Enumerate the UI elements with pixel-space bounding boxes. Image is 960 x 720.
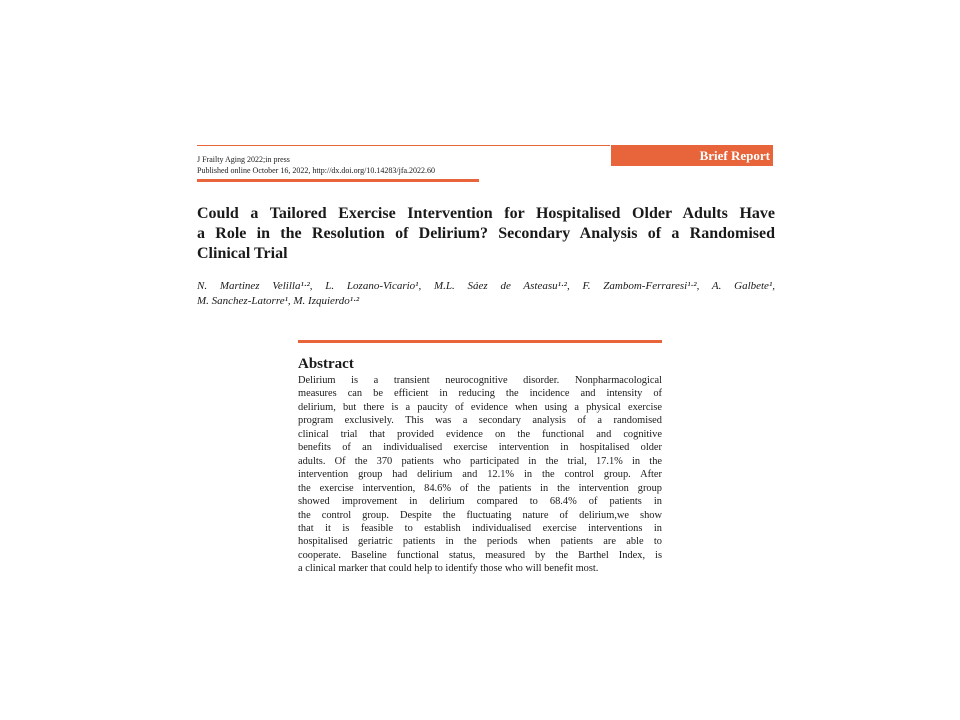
abstract-body bbox=[298, 374, 662, 576]
abstract-rule bbox=[298, 340, 662, 343]
abstract-line: measures can be efficient in reducing the incidence and intensity of bbox=[298, 388, 662, 400]
abstract-heading: Abstract bbox=[298, 356, 354, 372]
journal-citation: J Frailty Aging 2022;in press bbox=[197, 155, 290, 164]
abstract-line: showed improvement in delirium compared to 68.4% of patients in bbox=[298, 496, 662, 508]
author-line: M. Sanchez-Latorre¹, M. Izquierdo¹·² bbox=[197, 295, 360, 307]
abstract-line: the exercise intervention, 84.6% of the patients in the intervention group bbox=[298, 482, 662, 494]
journal-underline-rule bbox=[197, 179, 479, 182]
abstract-line: clinical trial that provided evidence on the functional and cognitive bbox=[298, 428, 662, 440]
abstract-line: Delirium is a transient neurocognitive disorder. Nonpharmacological bbox=[298, 375, 662, 386]
abstract-line: hospitalised geriatric patients in the periods when patients are able to bbox=[298, 536, 662, 548]
title-line: a Role in the Resolution of Delirium? Secondary Analysis of a Randomised bbox=[197, 225, 775, 242]
header-rule bbox=[197, 145, 610, 146]
title-line: Clinical Trial bbox=[197, 245, 288, 262]
abstract-line: intervention group had delirium and 12.1% in the control group. After bbox=[298, 469, 662, 481]
abstract-line: that it is feasible to establish individualised exercise interventions in bbox=[298, 522, 662, 534]
abstract-line: program exclusively. This was a secondary analysis of a randomised bbox=[298, 415, 662, 427]
author-list bbox=[197, 279, 775, 309]
article-type-badge: Brief Report bbox=[611, 145, 773, 166]
journal-published-line: Published online October 16, 2022, http://dx.doi.org/10.14283/jfa.2022.60 bbox=[197, 166, 436, 175]
abstract-line: adults. Of the 370 patients who participated in the trial, 17.1% in the bbox=[298, 455, 662, 467]
article-title bbox=[197, 204, 775, 264]
abstract-line: cooperate. Baseline functional status, measured by the Barthel Index, is bbox=[298, 549, 662, 561]
title-line: Could a Tailored Exercise Intervention for Hospitalised Older Adults Have bbox=[197, 205, 775, 222]
abstract-line: a clinical marker that could help to identify those who will benefit most. bbox=[298, 563, 599, 575]
abstract-line: benefits of an individualised exercise intervention in hospitalised older bbox=[298, 442, 662, 454]
abstract-line: the control group. Despite the fluctuating nature of delirium,we show bbox=[298, 509, 662, 521]
abstract-line: delirium, but there is a paucity of evidence when using a physical exercise bbox=[298, 401, 662, 413]
author-line: N. Martinez Velilla¹·², L. Lozano-Vicario¹, M.L. Sáez de Asteasu¹·², F. Zambom-Ferraresi¹·², A. Galbete¹, bbox=[197, 280, 775, 292]
